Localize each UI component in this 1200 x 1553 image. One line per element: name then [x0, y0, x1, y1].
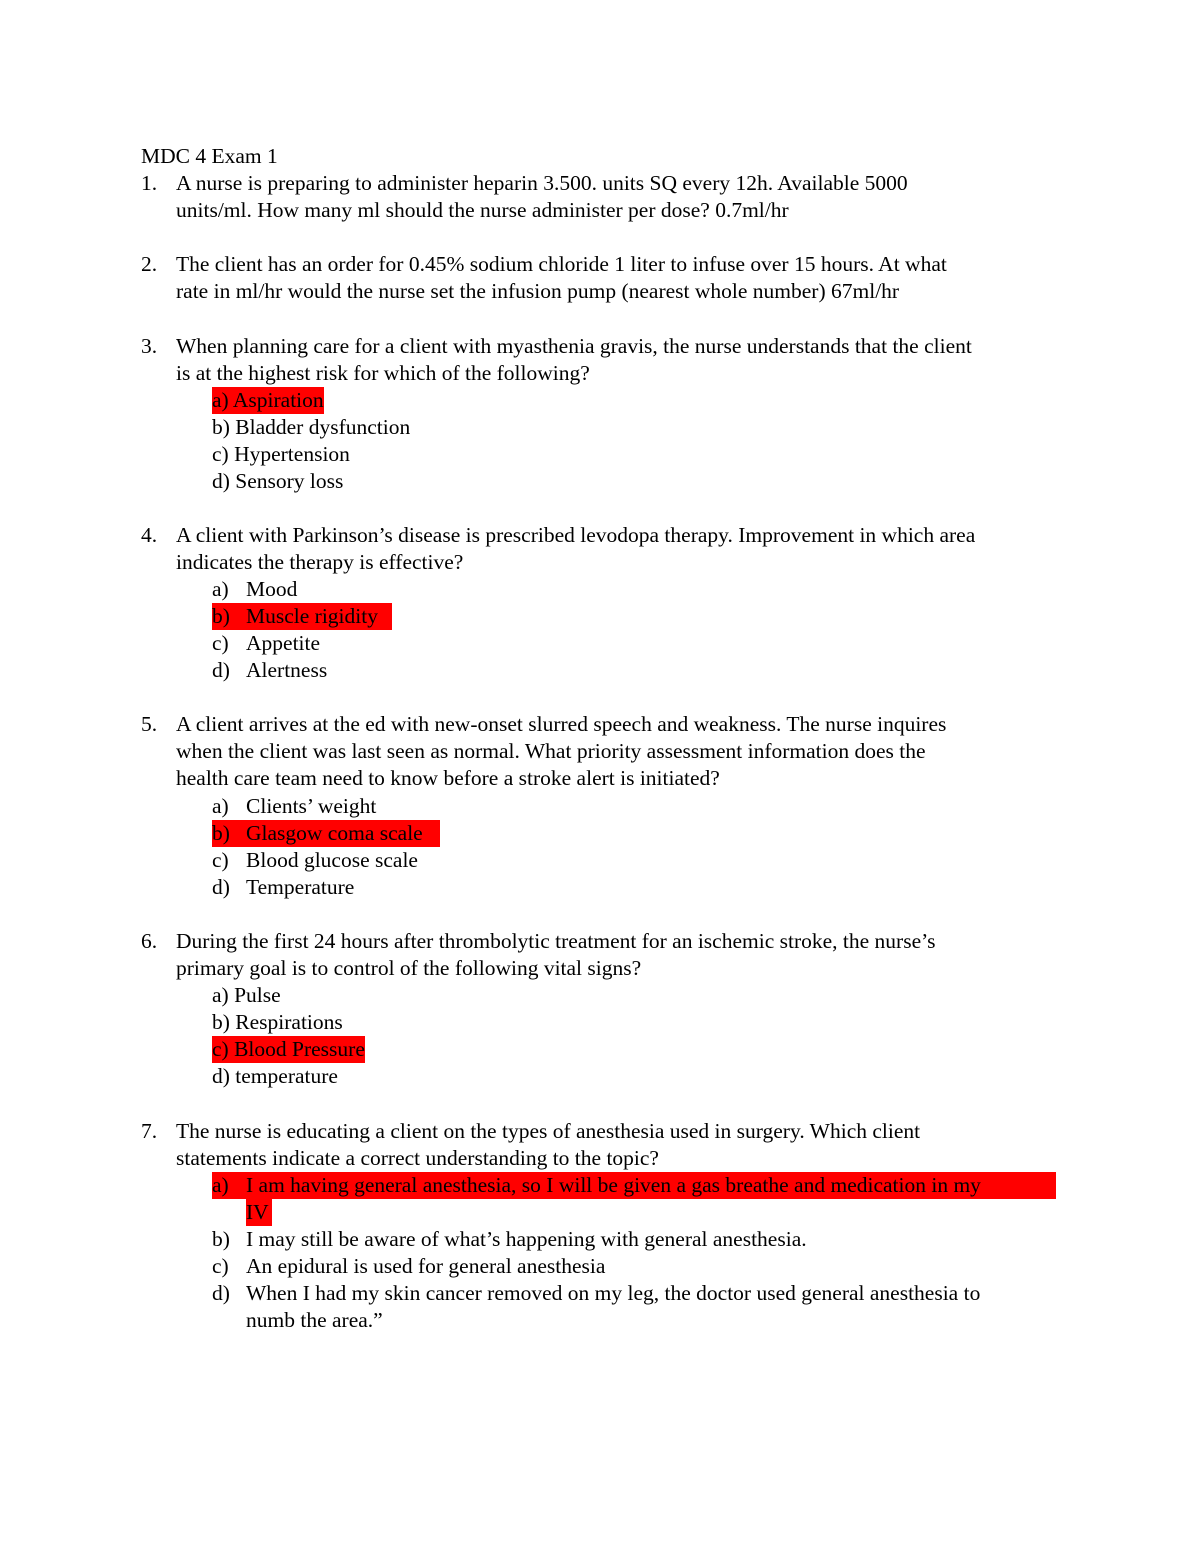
question-text: The client has an order for 0.45% sodium chloride 1 liter to infuse over 15 hours. At what [176, 252, 947, 276]
answer-option: Appetite [246, 631, 321, 655]
question-number: 5. [141, 712, 158, 736]
answer-option: Blood glucose scale [246, 848, 418, 872]
question-text: A client with Parkinson’s disease is prescribed levodopa therapy. Improvement in which area [176, 523, 976, 547]
question-text: primary goal is to control of the following vital signs? [176, 956, 642, 980]
answer-option: a) Pulse [212, 983, 281, 1007]
question-number: 2. [141, 252, 158, 276]
option-letter: c) [212, 1254, 229, 1278]
question-text: A nurse is preparing to administer heparin 3.500. units SQ every 12h. Available 5000 [176, 171, 908, 195]
option-letter: d) [212, 658, 230, 682]
question-text: statements indicate a correct understanding to the topic? [176, 1146, 659, 1170]
question-text: is at the highest risk for which of the following? [176, 361, 590, 385]
question-number: 4. [141, 523, 158, 547]
question-text: When planning care for a client with myasthenia gravis, the nurse understands that the client [176, 334, 972, 358]
option-letter: d) [212, 875, 230, 899]
answer-option-highlighted-continuation: IV [246, 1199, 272, 1226]
option-letter: b) [212, 604, 230, 628]
option-letter: a) [212, 794, 229, 818]
answer-option-continuation: numb the area.” [246, 1308, 383, 1332]
option-letter: b) [212, 821, 230, 845]
question-text: A client arrives at the ed with new-onset slurred speech and weakness. The nurse inquires [176, 712, 947, 736]
option-text: I am having general anesthesia, so I will be given a gas breathe and medication in my [246, 1173, 981, 1197]
answer-option: When I had my skin cancer removed on my leg, the doctor used general anesthesia to [246, 1281, 981, 1305]
question-number: 3. [141, 334, 158, 358]
option-letter: b) [212, 1227, 230, 1251]
answer-option: Clients’ weight [246, 794, 377, 818]
option-letter: a) [212, 1173, 229, 1197]
question-text: indicates the therapy is effective? [176, 550, 464, 574]
question-text: health care team need to know before a stroke alert is initiated? [176, 766, 720, 790]
answer-option: Mood [246, 577, 298, 601]
answer-option: An epidural is used for general anesthesia [246, 1254, 606, 1278]
answer-option-highlighted [212, 1172, 1056, 1199]
option-letter: d) [212, 1281, 230, 1305]
answer-option: Temperature [246, 875, 355, 899]
question-number: 7. [141, 1119, 158, 1143]
option-text: Muscle rigidity [246, 604, 378, 628]
answer-option: c) Hypertension [212, 442, 350, 466]
question-number: 6. [141, 929, 158, 953]
answer-option: d) Sensory loss [212, 469, 344, 493]
question-text: when the client was last seen as normal. What priority assessment information does the [176, 739, 926, 763]
answer-option: Alertness [246, 658, 328, 682]
answer-option: d) temperature [212, 1064, 338, 1088]
answer-option-highlighted [212, 820, 440, 847]
question-number: 1. [141, 171, 158, 195]
question-text: During the first 24 hours after thrombolytic treatment for an ischemic stroke, the nurse’s [176, 929, 936, 953]
question-text: The nurse is educating a client on the types of anesthesia used in surgery. Which client [176, 1119, 921, 1143]
option-text: Glasgow coma scale [246, 821, 423, 845]
answer-option: I may still be aware of what’s happening with general anesthesia. [246, 1227, 807, 1251]
answer-option-highlighted [212, 603, 392, 630]
answer-option: b) Respirations [212, 1010, 343, 1034]
question-text: units/ml. How many ml should the nurse administer per dose? 0.7ml/hr [176, 198, 789, 222]
question-text: rate in ml/hr would the nurse set the infusion pump (nearest whole number) 67ml/hr [176, 279, 900, 303]
page-title: MDC 4 Exam 1 [141, 144, 278, 168]
answer-option-highlighted: a) Aspiration [212, 388, 324, 412]
option-letter: c) [212, 848, 229, 872]
option-letter: c) [212, 631, 229, 655]
answer-option-highlighted: c) Blood Pressure [212, 1037, 365, 1061]
answer-option: b) Bladder dysfunction [212, 415, 411, 439]
option-letter: a) [212, 577, 229, 601]
